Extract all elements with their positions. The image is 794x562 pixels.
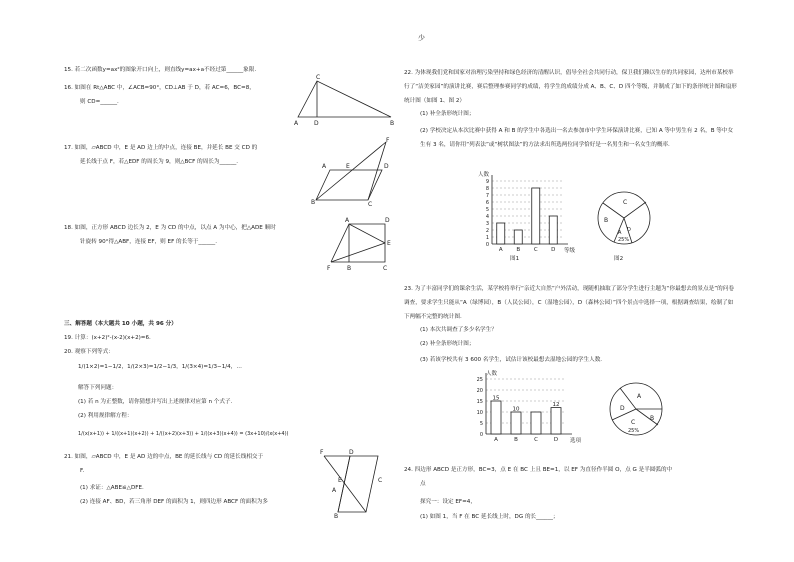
- header-char: 少: [418, 34, 425, 42]
- pie-label-c: C: [623, 199, 628, 206]
- question-24-part1: (1) 如图 1，当 F 在 BC 延长线上时，DG 的长______；: [420, 514, 559, 520]
- question-15: 15. 若二次函数y=ax²的图象开口向上，则直线y=ax+a不经过第______象限.: [64, 67, 257, 73]
- figure-16: [290, 75, 400, 130]
- y-tick-label: 3: [485, 220, 489, 227]
- y-tick-label: 25: [476, 376, 483, 383]
- question-20-series: 1/(1×2)=1−1/2，1/(2×3)=1/2−1/3，1/(3×4)=1/3−1/4，…: [78, 364, 242, 370]
- svg-text:D: D: [349, 449, 354, 456]
- pie-label-d: D: [620, 405, 625, 412]
- question-23-part1: (1) 本次共调查了多少名学生？: [420, 327, 497, 333]
- question-23-text: 23. 为了丰富同学们的课余生活，某学校将举行“亲近大自然”户外活动，现随机抽取了部分学生进行主题为“你最想去的景点是”的问卷调查，要求学生只能从“A（绿博园），B（人民公园），C（湿地公园），D（森林公园）”四个景点中选择一项，根据调查结果，绘制了如下两幅不完整的统计图.: [404, 286, 734, 320]
- pie-chart-q22: [594, 190, 656, 246]
- pie-label-b: B: [650, 415, 655, 422]
- question-18-line2: 针旋转 90°得△ABF，连接 EF，则 EF 的长等于______.: [80, 239, 217, 245]
- x-axis-label: 选项: [570, 438, 582, 444]
- bar-c: [532, 188, 540, 244]
- x-tick-label: B: [516, 247, 521, 253]
- y-tick-label: 6: [485, 199, 489, 206]
- y-tick-label: 1: [485, 234, 489, 241]
- y-tick-label: 7: [485, 192, 489, 199]
- x-tick-label: C: [534, 437, 538, 443]
- pie-slice-border: [624, 202, 646, 218]
- y-axis-label: 人数: [478, 172, 490, 178]
- svg-text:C: C: [378, 477, 383, 484]
- question-24-line1: 24. 四边形 ABCD 是正方形，BC=3，点 E 在 BC 上且 BE=1，以 EF 为直径作半圆 O，点 G 是半圆弧的中: [404, 467, 673, 473]
- question-24-explore: 探究一：设定 EF=4，: [420, 499, 476, 505]
- figure-18: [325, 218, 400, 273]
- x-tick-label: C: [533, 247, 538, 253]
- pie-label-c: C: [631, 419, 636, 426]
- pie-slice-border: [603, 203, 624, 218]
- svg-text:F: F: [320, 449, 324, 456]
- svg-text:D: D: [385, 217, 390, 224]
- x-tick-label: D: [551, 247, 556, 253]
- question-22-text: 22. 为体现我们党和国家对治理污染坚持和绿色经济的清醒认识，倡导全社会共同行动，保卫我们赖以生存的共同家园，达州市某校举行了“洁美家园”的演讲比赛，赛后整理参赛同学的成绩，将学生的成绩分成 A、B、C、D 四个等级，并制成了如下的条形统计图和扇形统计图（如图 1、图 2）: [404, 70, 737, 104]
- pie-slice-border: [636, 409, 658, 425]
- x-tick-label: A: [494, 437, 498, 443]
- svg-text:B: B: [347, 265, 352, 272]
- svg-text:A: A: [322, 163, 327, 170]
- pie-label-b: B: [604, 217, 609, 224]
- x-tick-label: B: [514, 437, 518, 443]
- question-22-part2: (2) 学校决定从本次比赛中获得 A 和 B 的学生中各选出一名去参加市中学生环保演讲比赛，已知 A 等中男生有 2 名，B 等中女生有 3 名，请你用“列表法”或“树状图法”的方法求出所选两位同学恰好是一名男生和一名女生的概率.: [420, 128, 734, 148]
- y-tick-label: 2: [485, 227, 489, 234]
- pie-label-d: D: [627, 227, 631, 233]
- question-17-line1: 17. 如图，▱ABCD 中，E 是 AD 边上的中点，连接 BE，并延长 BE 交 CD 的: [64, 145, 258, 151]
- question-19: 19. 计算：(x+2)²-(x-2)(x+2)=6.: [64, 335, 151, 341]
- data-label: 12: [552, 402, 560, 409]
- figure-2-caption: 图2: [614, 256, 624, 262]
- svg-text:B: B: [390, 120, 395, 127]
- y-tick-label: 0: [479, 431, 483, 438]
- svg-text:B: B: [334, 513, 339, 520]
- question-20: 20. 观察下列等式：: [64, 349, 114, 355]
- question-18-line1: 18. 如图，正方形 ABCD 边长为 2，E 为 CD 的中点，以点 A 为中心，把△ADE 顺时: [64, 225, 276, 231]
- question-20-equation: 1/(x(x+1)) + 1/((x+1)(x+2)) + 1/((x+2)(x+3)) + 1/((x+3)(x+4)) = (3x+10)/(x(x+4)): [78, 431, 289, 437]
- question-20-part2: (2) 利用规律解方程：: [78, 413, 133, 419]
- y-tick-label: 10: [476, 409, 483, 416]
- svg-text:D: D: [384, 163, 389, 170]
- y-tick-label: 5: [479, 420, 483, 427]
- x-axis-label: 等级: [564, 248, 576, 254]
- y-tick-label: 15: [476, 398, 483, 405]
- figure-1-caption: 图1: [510, 256, 520, 262]
- y-tick-label: 20: [476, 387, 483, 394]
- question-16-line2: 则 CD=______.: [80, 99, 119, 105]
- svg-text:F: F: [386, 137, 390, 144]
- svg-text:A: A: [294, 120, 299, 127]
- bar-d: [551, 408, 561, 434]
- svg-text:B: B: [311, 199, 316, 206]
- pie-label-a: A: [637, 393, 642, 400]
- question-23-part2: (2) 补全条形统计图；: [420, 341, 475, 347]
- bar-chart-q22: [478, 170, 588, 256]
- bar-a: [491, 401, 501, 434]
- y-tick-label: 4: [485, 213, 489, 220]
- svg-text:A: A: [332, 487, 337, 494]
- y-tick-label: 9: [485, 178, 489, 185]
- data-label: 10: [512, 406, 520, 413]
- question-20-part1: (1) 若 n 为正整数，请你猜想并写出上述规律对应第 n 个式子.: [78, 399, 233, 405]
- bar-chart-q23: [468, 370, 593, 444]
- bar-b: [511, 412, 521, 434]
- question-23-part3: (3) 若该学校共有 3 600 名学生，试估计该校最想去湿地公园的学生人数.: [420, 357, 603, 363]
- svg-text:A: A: [345, 217, 350, 224]
- svg-text:E: E: [346, 163, 350, 170]
- bar-a: [497, 223, 505, 244]
- pie-label-a: A: [618, 230, 622, 236]
- svg-text:C: C: [383, 265, 388, 272]
- svg-text:E: E: [338, 477, 342, 484]
- question-20-prompt: 解答下列问题：: [78, 385, 118, 391]
- bar-b: [514, 230, 522, 244]
- bar-c: [531, 412, 541, 434]
- y-tick-label: 0: [485, 241, 489, 248]
- pie-chart-q23: [604, 380, 670, 438]
- figure-17: [310, 138, 400, 206]
- svg-text:F: F: [327, 265, 331, 272]
- y-tick-label: 5: [485, 206, 489, 213]
- section-3-heading: 三、解答题（本大题共 10 小题，共 96 分）: [64, 321, 177, 327]
- svg-text:C: C: [316, 74, 321, 81]
- x-tick-label: D: [553, 437, 559, 443]
- svg-text:E: E: [387, 240, 391, 247]
- bar-d: [549, 216, 557, 244]
- x-tick-label: A: [498, 247, 503, 253]
- y-axis-label: 人数: [486, 371, 498, 377]
- question-16-line1: 16. 如图在 Rt△ABC 中，∠ACB=90°，CD⊥AB 于 D，若 AC=6，BC=8，: [64, 85, 255, 91]
- question-17-line2: 延长线于点 F，若△EDF 的周长为 9，则△BCF 的周长为______.: [80, 159, 239, 165]
- y-tick-label: 8: [485, 185, 489, 192]
- data-label: 15: [492, 395, 500, 402]
- figure-21: [318, 448, 388, 518]
- question-21-line2: F.: [80, 468, 85, 474]
- pie-annotation-25: 25%: [628, 428, 640, 434]
- question-21-part1: (1) 求证：△ABE≌△DFE.: [80, 485, 144, 491]
- pie-annotation-25: 25%: [618, 237, 630, 243]
- question-21-line1: 21. 如图，▱ABCD 中，E 是 AD 边的中点，BE 的延长线与 CD 的延长线相交于: [64, 454, 264, 460]
- question-24-line2: 点: [420, 481, 426, 487]
- svg-text:C: C: [368, 201, 373, 208]
- question-22-part1: (1) 补全条形统计图；: [420, 111, 475, 117]
- question-21-part2: (2) 连接 AF、BD，若三角形 DEF 的面积为 1，则四边形 ABCF 的面积为多: [80, 499, 268, 505]
- svg-text:D: D: [314, 120, 319, 127]
